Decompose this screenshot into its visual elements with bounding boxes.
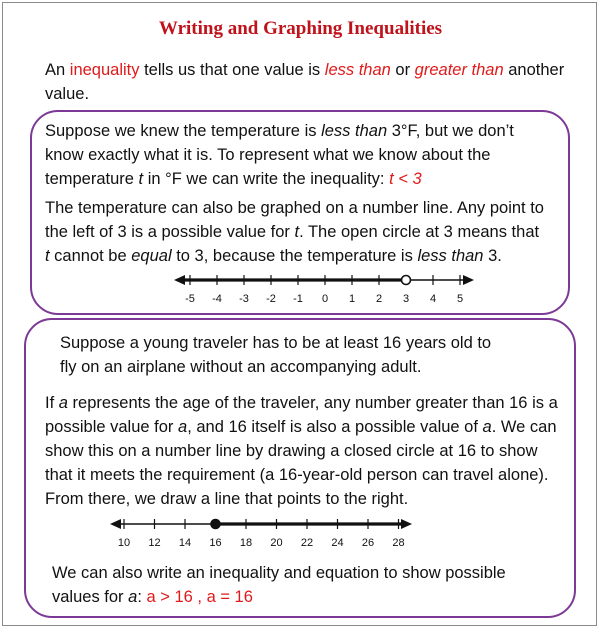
conclusion-paragraph — [52, 561, 552, 609]
tick-label: -5 — [185, 293, 195, 305]
tick-label: 16 — [209, 537, 222, 549]
number-line-age — [108, 512, 418, 556]
less-than-italic: less than — [417, 247, 484, 265]
number-line-temperature — [170, 266, 480, 308]
text: 3. — [483, 247, 502, 265]
intro-text: An — [45, 61, 70, 79]
tick-label: 14 — [178, 537, 192, 549]
tick-label: 12 — [148, 537, 161, 549]
variable-t: t — [294, 223, 300, 241]
closed-circle — [211, 520, 220, 529]
tick-label: 0 — [321, 293, 329, 305]
text: , and 16 itself is also a possible value of — [187, 418, 483, 436]
intro-paragraph — [45, 58, 565, 106]
graph-explanation-paragraph — [45, 196, 545, 268]
tick-label: 22 — [300, 537, 314, 549]
tick-label: 18 — [239, 537, 253, 549]
text: We can also write an inequality and equation to show possible values for — [52, 564, 506, 606]
arrow-right-icon — [463, 275, 474, 285]
variable-a: a — [58, 394, 68, 412]
term-greater-than: greater than — [414, 61, 504, 79]
variable-t: t — [45, 247, 50, 265]
traveler-paragraph: Suppose a young traveler has to be at least 16 years old to fly on an airplane without an accompanying adult. — [60, 334, 492, 376]
tick-label: 2 — [375, 293, 383, 305]
tick-label: 10 — [117, 537, 131, 549]
arrow-left-icon — [110, 519, 121, 529]
text: If — [45, 394, 59, 412]
text: Suppose we knew the temperature is — [45, 122, 322, 140]
temperature-paragraph — [45, 119, 555, 191]
text: . We can show this on a number line by drawing a closed circle at 16 to show that it meets the requirement (a 16-year-old person can travel alone). From there, we draw a line that points to the right. — [45, 418, 557, 508]
tick-label: -2 — [266, 293, 276, 305]
text: in °F we can write the inequality: — [143, 170, 390, 188]
age-explanation-paragraph — [45, 391, 565, 511]
variable-a: a — [178, 418, 188, 436]
variable-t: t — [138, 170, 144, 188]
text: represents the age of the traveler, any number greater than 16 is a possible value for — [45, 394, 558, 436]
intro-text: another value. — [45, 61, 565, 103]
text: cannot be — [49, 247, 132, 265]
tick-label: 26 — [361, 537, 375, 549]
tick-label: -1 — [293, 293, 303, 305]
term-inequality: inequality — [69, 61, 140, 79]
tick-label: 4 — [429, 293, 437, 305]
variable-a: a — [128, 588, 138, 606]
text: The temperature can also be graphed on a number line. Any point to the left of 3 is a possible value for — [45, 199, 544, 241]
intro-text: tells us that one value is — [139, 61, 325, 79]
text: 3°F, but we don’t know exactly what it is. To represent what we know about the temperature — [45, 122, 514, 188]
tick-label: 28 — [392, 537, 405, 549]
tick-label: -4 — [212, 293, 222, 305]
inequality-t-less-3: t < 3 — [389, 170, 422, 188]
intro-text: or — [390, 61, 415, 79]
tick-label: 1 — [348, 293, 356, 305]
open-circle — [402, 276, 411, 285]
tick-label: 20 — [270, 537, 283, 549]
term-less-than: less than — [324, 61, 391, 79]
tick-label: 3 — [402, 293, 410, 305]
inequality-a-16: a > 16 , a = 16 — [146, 588, 253, 606]
tick-label: -3 — [239, 293, 249, 305]
text: to 3, because the temperature is — [171, 247, 418, 265]
text: : — [137, 588, 147, 606]
equal-italic: equal — [131, 247, 172, 265]
tick-label: 5 — [456, 293, 464, 305]
variable-a: a — [482, 418, 492, 436]
text: . The open circle at 3 means that — [299, 223, 540, 241]
page-title: Writing and Graphing Inequalities — [158, 18, 443, 39]
tick-label: 24 — [331, 537, 344, 549]
less-than-italic: less than — [321, 122, 388, 140]
